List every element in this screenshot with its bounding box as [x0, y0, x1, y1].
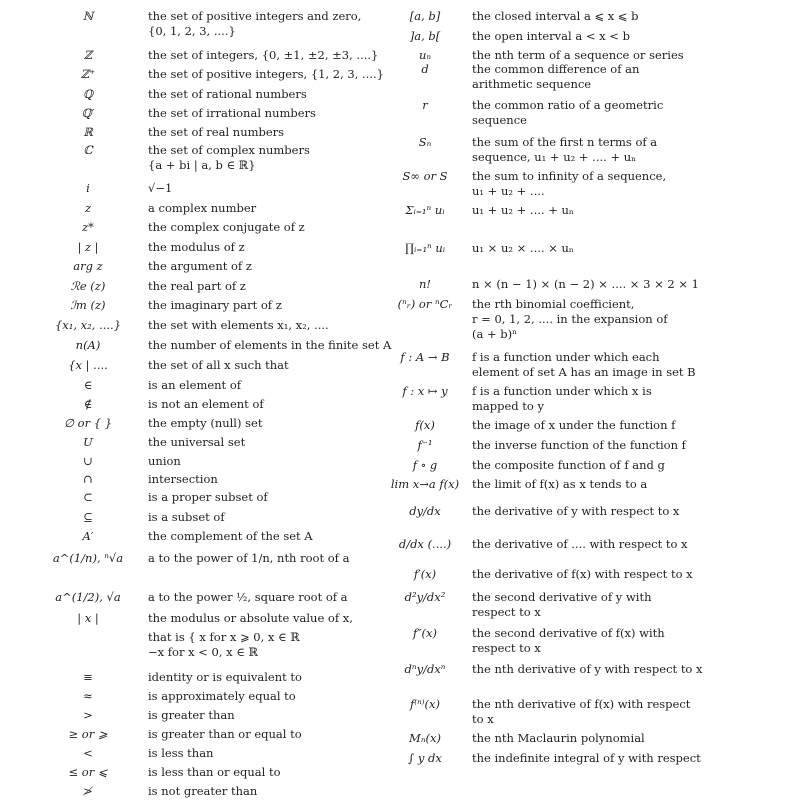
notation-row — [28, 490, 390, 510]
description-line: mapped to y — [472, 399, 545, 413]
notation-symbol: ℛe (z) — [70, 279, 106, 293]
notation-symbol: n(A) — [75, 338, 101, 352]
notation-symbol: ℚ — [82, 87, 94, 101]
notation-symbol: arg z — [73, 259, 103, 273]
notation-description — [148, 746, 390, 761]
notation-description — [465, 731, 790, 746]
description-line: that is { x for x ⩾ 0, x ∈ ℝ — [148, 630, 300, 644]
description-line: to x — [472, 712, 494, 726]
notation-description — [465, 9, 790, 24]
description-line: the nth term of a sequence or series — [472, 48, 684, 62]
notation-description — [148, 279, 390, 294]
notation-description — [148, 201, 390, 216]
notation-symbol: A′ — [82, 529, 94, 543]
notation-description — [148, 106, 390, 121]
description-line: the derivative of .... with respect to x — [472, 537, 688, 551]
notation-description — [148, 318, 390, 333]
notation-description — [465, 477, 790, 492]
notation-description — [148, 48, 390, 63]
notation-row — [28, 670, 390, 689]
notation-description — [465, 350, 790, 380]
notation-row — [385, 458, 790, 477]
description-line: identity or is equivalent to — [148, 670, 302, 684]
notation-description — [148, 510, 390, 525]
description-line: the set of real numbers — [148, 125, 285, 139]
notation-row — [28, 551, 390, 590]
notation-symbol: ≥ or ⩾ — [68, 727, 108, 741]
notation-row — [385, 731, 790, 751]
description-line: union — [148, 454, 181, 468]
notation-symbol: a^(1/2), √a — [55, 590, 121, 604]
notation-row — [385, 567, 790, 590]
notation-row — [28, 378, 390, 397]
notation-row — [28, 358, 390, 378]
notation-description — [148, 529, 390, 544]
description-line: the composite function of f and g — [472, 458, 665, 472]
notation-symbol: | x | — [77, 611, 99, 625]
notation-row — [385, 537, 790, 567]
notation-row — [28, 590, 390, 611]
notation-symbol: dⁿy/dxⁿ — [404, 662, 446, 676]
notation-description — [148, 590, 390, 605]
notation-symbol: ≈ — [83, 689, 93, 703]
notation-description — [148, 259, 390, 274]
description-line: is not greater than — [148, 784, 258, 798]
notation-row — [28, 106, 390, 125]
description-line: f is a function under which each — [472, 350, 660, 364]
notation-row — [28, 784, 390, 803]
notation-description — [465, 751, 790, 766]
notation-row — [28, 765, 390, 784]
notation-description — [465, 277, 790, 292]
notation-symbol: ≤ or ⩽ — [68, 765, 108, 779]
description-line: is less than or equal to — [148, 765, 281, 779]
description-line: sequence, u₁ + u₂ + .... + uₙ — [472, 150, 637, 164]
notation-description — [148, 125, 390, 140]
notation-symbol: z — [84, 201, 92, 215]
notation-description — [465, 504, 790, 519]
notation-description — [465, 662, 790, 677]
description-line: the open interval a < x < b — [472, 29, 630, 43]
description-line: √−1 — [148, 181, 173, 195]
description-line: the complement of the set A — [148, 529, 313, 543]
notation-symbol: f″(x) — [412, 626, 437, 640]
notation-description — [148, 298, 390, 313]
notation-row — [28, 279, 390, 298]
notation-symbol: ∉ — [83, 397, 93, 411]
notation-description — [148, 9, 390, 39]
notation-row — [385, 590, 790, 626]
notation-symbol: ℕ — [82, 9, 94, 23]
notation-row — [385, 241, 790, 277]
notation-description — [148, 416, 390, 431]
notation-symbol: ≯ — [83, 784, 93, 798]
description-line: sequence — [472, 113, 527, 127]
notation-symbol: f⁽ⁿ⁾(x) — [409, 697, 441, 711]
notation-symbol: f ∘ g — [412, 458, 438, 472]
description-line: the number of elements in the finite set A — [148, 338, 392, 352]
description-line: the modulus or absolute value of x, — [148, 611, 353, 625]
description-line: the indefinite integral of y with respect — [472, 751, 701, 765]
description-line: the nth derivative of y with respect to x — [472, 662, 703, 676]
notation-row — [385, 29, 790, 48]
notation-description — [148, 765, 390, 780]
description-line: the set of irrational numbers — [148, 106, 316, 120]
notation-symbol: {x | .... — [68, 358, 108, 372]
notation-symbol: ]a, b[ — [409, 29, 441, 43]
notation-description — [465, 384, 790, 414]
description-line: −x for x < 0, x ∈ ℝ — [148, 645, 259, 659]
notation-row — [385, 384, 790, 418]
notation-symbol: Sₙ — [418, 135, 432, 149]
notation-row — [28, 298, 390, 318]
notation-row — [385, 98, 790, 135]
notation-symbol: n! — [418, 277, 432, 291]
notation-description — [465, 537, 790, 552]
description-line: the closed interval a ⩽ x ⩽ b — [472, 9, 639, 23]
description-line: the real part of z — [148, 279, 246, 293]
notation-symbol: | z | — [77, 240, 99, 254]
left-notation-column — [28, 9, 390, 803]
notation-description — [465, 590, 790, 620]
notation-row — [28, 746, 390, 765]
description-line: the common difference of an — [472, 62, 640, 76]
notation-symbol: a^(1/n), ⁿ√a — [52, 551, 124, 565]
notation-symbol: ℝ — [83, 125, 93, 139]
notation-row — [385, 48, 790, 62]
notation-symbol: ⊂ — [83, 490, 93, 504]
description-line: the second derivative of f(x) with — [472, 626, 665, 640]
description-line: the image of x under the function f — [472, 418, 676, 432]
notation-description — [148, 67, 390, 82]
notation-symbol: ≡ — [83, 670, 93, 684]
notation-description — [148, 240, 390, 255]
description-line: element of set A has an image in set B — [472, 365, 696, 379]
notation-description — [148, 435, 390, 450]
notation-symbol: {x₁, x₂, ....} — [54, 318, 122, 332]
description-line: is a subset of — [148, 510, 225, 524]
notation-description — [148, 181, 390, 196]
description-line: the nth Maclaurin polynomial — [472, 731, 645, 745]
notation-row — [385, 62, 790, 98]
description-line: the set with elements x₁, x₂, .... — [148, 318, 329, 332]
notation-row — [28, 397, 390, 416]
notation-row — [385, 662, 790, 697]
notation-symbol: ℂ — [83, 143, 93, 157]
notation-symbol: ℚ′ — [81, 106, 95, 120]
description-line: the inverse function of the function f — [472, 438, 686, 452]
notation-symbol: > — [83, 708, 93, 722]
notation-symbol: Σᵢ₌₁ⁿ uᵢ — [405, 203, 445, 217]
notation-row — [28, 416, 390, 435]
notation-row — [28, 9, 390, 48]
description-line: u₁ + u₂ + .... + uₙ — [472, 203, 574, 217]
description-line: the universal set — [148, 435, 246, 449]
description-line: r = 0, 1, 2, .... in the expansion of — [472, 312, 668, 326]
description-line: the common ratio of a geometric — [472, 98, 664, 112]
notation-symbol: ℤ — [83, 48, 93, 62]
notation-description — [148, 727, 390, 742]
notation-symbol: f(x) — [415, 418, 435, 432]
description-line: f is a function under which x is — [472, 384, 652, 398]
description-line: intersection — [148, 472, 218, 486]
notation-row — [385, 350, 790, 384]
description-line: n × (n − 1) × (n − 2) × .... × 3 × 2 × 1 — [472, 277, 699, 291]
notation-row — [28, 454, 390, 472]
description-line: respect to x — [472, 605, 541, 619]
notation-symbol: d — [421, 62, 429, 76]
notation-row — [28, 87, 390, 106]
description-line: the set of integers, {0, ±1, ±2, ±3, ....} — [148, 48, 379, 62]
notation-row — [385, 9, 790, 29]
notation-row — [28, 220, 390, 240]
notation-description — [465, 29, 790, 44]
notation-symbol: d/dx (....) — [398, 537, 452, 551]
notation-row — [28, 48, 390, 67]
notation-row — [385, 297, 790, 350]
notation-symbol: < — [83, 746, 93, 760]
notation-description — [148, 143, 390, 173]
description-line: a to the power ½, square root of a — [148, 590, 348, 604]
description-line: arithmetic sequence — [472, 77, 592, 91]
notation-symbol: ∅ or { } — [63, 416, 113, 430]
right-notation-column — [385, 9, 790, 771]
notation-row — [28, 630, 390, 670]
notation-symbol: lim x→a f(x) — [390, 477, 460, 491]
notation-row — [28, 125, 390, 143]
notation-description — [148, 630, 390, 660]
notation-row — [28, 181, 390, 201]
notation-symbol: f⁻¹ — [417, 438, 433, 452]
notation-description — [148, 220, 390, 235]
notation-description — [148, 358, 390, 373]
notation-description — [148, 338, 391, 353]
notation-description — [465, 297, 790, 342]
notation-description — [148, 708, 390, 723]
notation-symbol: r — [422, 98, 428, 112]
description-line: the derivative of y with respect to x — [472, 504, 680, 518]
description-line: is an element of — [148, 378, 242, 392]
notation-description — [465, 169, 790, 199]
notation-symbol: ⊆ — [83, 510, 93, 524]
notation-row — [28, 510, 390, 529]
description-line: the second derivative of y with — [472, 590, 652, 604]
notation-symbol: z* — [82, 220, 94, 234]
description-line: the set of all x such that — [148, 358, 289, 372]
notation-row — [385, 135, 790, 169]
description-line: u₁ + u₂ + .... — [472, 184, 545, 198]
notation-row — [385, 203, 790, 241]
notation-row — [28, 435, 390, 454]
notation-symbol: f : A → B — [400, 350, 450, 364]
notation-symbol: i — [86, 181, 90, 195]
notation-row — [28, 611, 390, 630]
description-line: is approximately equal to — [148, 689, 296, 703]
notation-description — [148, 551, 390, 566]
notation-description — [465, 48, 790, 63]
notation-symbol: dy/dx — [409, 504, 441, 518]
description-line: the derivative of f(x) with respect to x — [472, 567, 693, 581]
notation-row — [385, 169, 790, 203]
description-line: is greater than — [148, 708, 235, 722]
description-line: is a proper subset of — [148, 490, 268, 504]
notation-row — [28, 67, 390, 87]
notation-description — [465, 62, 790, 92]
notation-row — [385, 697, 790, 731]
notation-description — [148, 454, 390, 469]
description-line: the nth derivative of f(x) with respect — [472, 697, 691, 711]
description-line: the limit of f(x) as x tends to a — [472, 477, 648, 491]
description-line: the argument of z — [148, 259, 252, 273]
description-line: a complex number — [148, 201, 257, 215]
notation-description — [465, 697, 790, 727]
description-line: the complex conjugate of z — [148, 220, 305, 234]
notation-row — [28, 143, 390, 181]
notation-description — [465, 567, 790, 582]
notation-row — [28, 318, 390, 338]
notation-row — [28, 338, 390, 358]
description-line: the imaginary part of z — [148, 298, 282, 312]
description-line: (a + b)ⁿ — [472, 327, 518, 341]
description-line: a to the power of 1/n, nth root of a — [148, 551, 350, 565]
notation-row — [28, 259, 390, 279]
notation-row — [28, 689, 390, 708]
notation-symbol: ∪ — [83, 454, 93, 468]
description-line: the set of complex numbers — [148, 143, 310, 157]
description-line: {a + bi | a, b ∈ ℝ} — [148, 158, 256, 172]
description-line: the set of positive integers, {1, 2, 3, ....} — [148, 67, 384, 81]
description-line: respect to x — [472, 641, 541, 655]
notation-row — [385, 477, 790, 504]
notation-row — [28, 708, 390, 727]
notation-symbol: ∫ y dx — [408, 751, 442, 765]
notation-row — [385, 418, 790, 438]
notation-symbol: Mₙ(x) — [409, 731, 441, 745]
notation-symbol: [a, b] — [409, 9, 441, 23]
notation-symbol: (ⁿᵣ) or ⁿCᵣ — [397, 297, 453, 311]
notation-description — [465, 241, 790, 256]
notation-description — [465, 135, 790, 165]
notation-row — [385, 626, 790, 662]
notation-row — [385, 277, 790, 297]
description-line: the rth binomial coefficient, — [472, 297, 635, 311]
notation-symbol: ℐm (z) — [70, 298, 106, 312]
notation-description — [148, 472, 390, 487]
description-line: the empty (null) set — [148, 416, 263, 430]
notation-row — [385, 751, 790, 771]
description-line: the sum of the first n terms of a — [472, 135, 658, 149]
notation-symbol: U — [83, 435, 93, 449]
notation-symbol: ∩ — [83, 472, 93, 486]
description-line: the set of positive integers and zero, — [148, 9, 362, 23]
notation-symbol: S∞ or S — [402, 169, 448, 183]
notation-description — [148, 611, 390, 626]
notation-description — [148, 670, 390, 685]
notation-symbol: ∈ — [83, 378, 93, 392]
description-line: the set of rational numbers — [148, 87, 307, 101]
description-line: {0, 1, 2, 3, ....} — [148, 24, 236, 38]
notation-description — [465, 418, 790, 433]
notation-description — [148, 784, 390, 799]
notation-description — [148, 490, 390, 505]
description-line: the sum to infinity of a sequence, — [472, 169, 667, 183]
notation-row — [28, 472, 390, 490]
notation-symbol: uₙ — [418, 48, 432, 62]
notation-row — [28, 201, 390, 220]
notation-row — [28, 240, 390, 259]
notation-description — [465, 458, 790, 473]
notation-description — [148, 378, 390, 393]
notation-row — [28, 727, 390, 746]
notation-row — [385, 438, 790, 458]
notation-symbol: d²y/dx² — [404, 590, 446, 604]
description-line: u₁ × u₂ × .... × uₙ — [472, 241, 574, 255]
notation-description — [465, 203, 790, 218]
notation-description — [465, 98, 790, 128]
notation-description — [465, 626, 790, 656]
description-line: is less than — [148, 746, 214, 760]
notation-symbol: ∏ᵢ₌₁ⁿ uᵢ — [404, 241, 446, 255]
notation-description — [465, 438, 790, 453]
notation-symbol: f′(x) — [413, 567, 437, 581]
description-line: the modulus of z — [148, 240, 245, 254]
notation-row — [385, 504, 790, 537]
notation-row — [28, 529, 390, 551]
notation-description — [148, 87, 390, 102]
notation-description — [148, 689, 390, 704]
notation-symbol: ℤ⁺ — [80, 67, 96, 81]
description-line: is not an element of — [148, 397, 264, 411]
notation-description — [148, 397, 390, 412]
notation-symbol: f : x ↦ y — [402, 384, 448, 398]
description-line: is greater than or equal to — [148, 727, 302, 741]
